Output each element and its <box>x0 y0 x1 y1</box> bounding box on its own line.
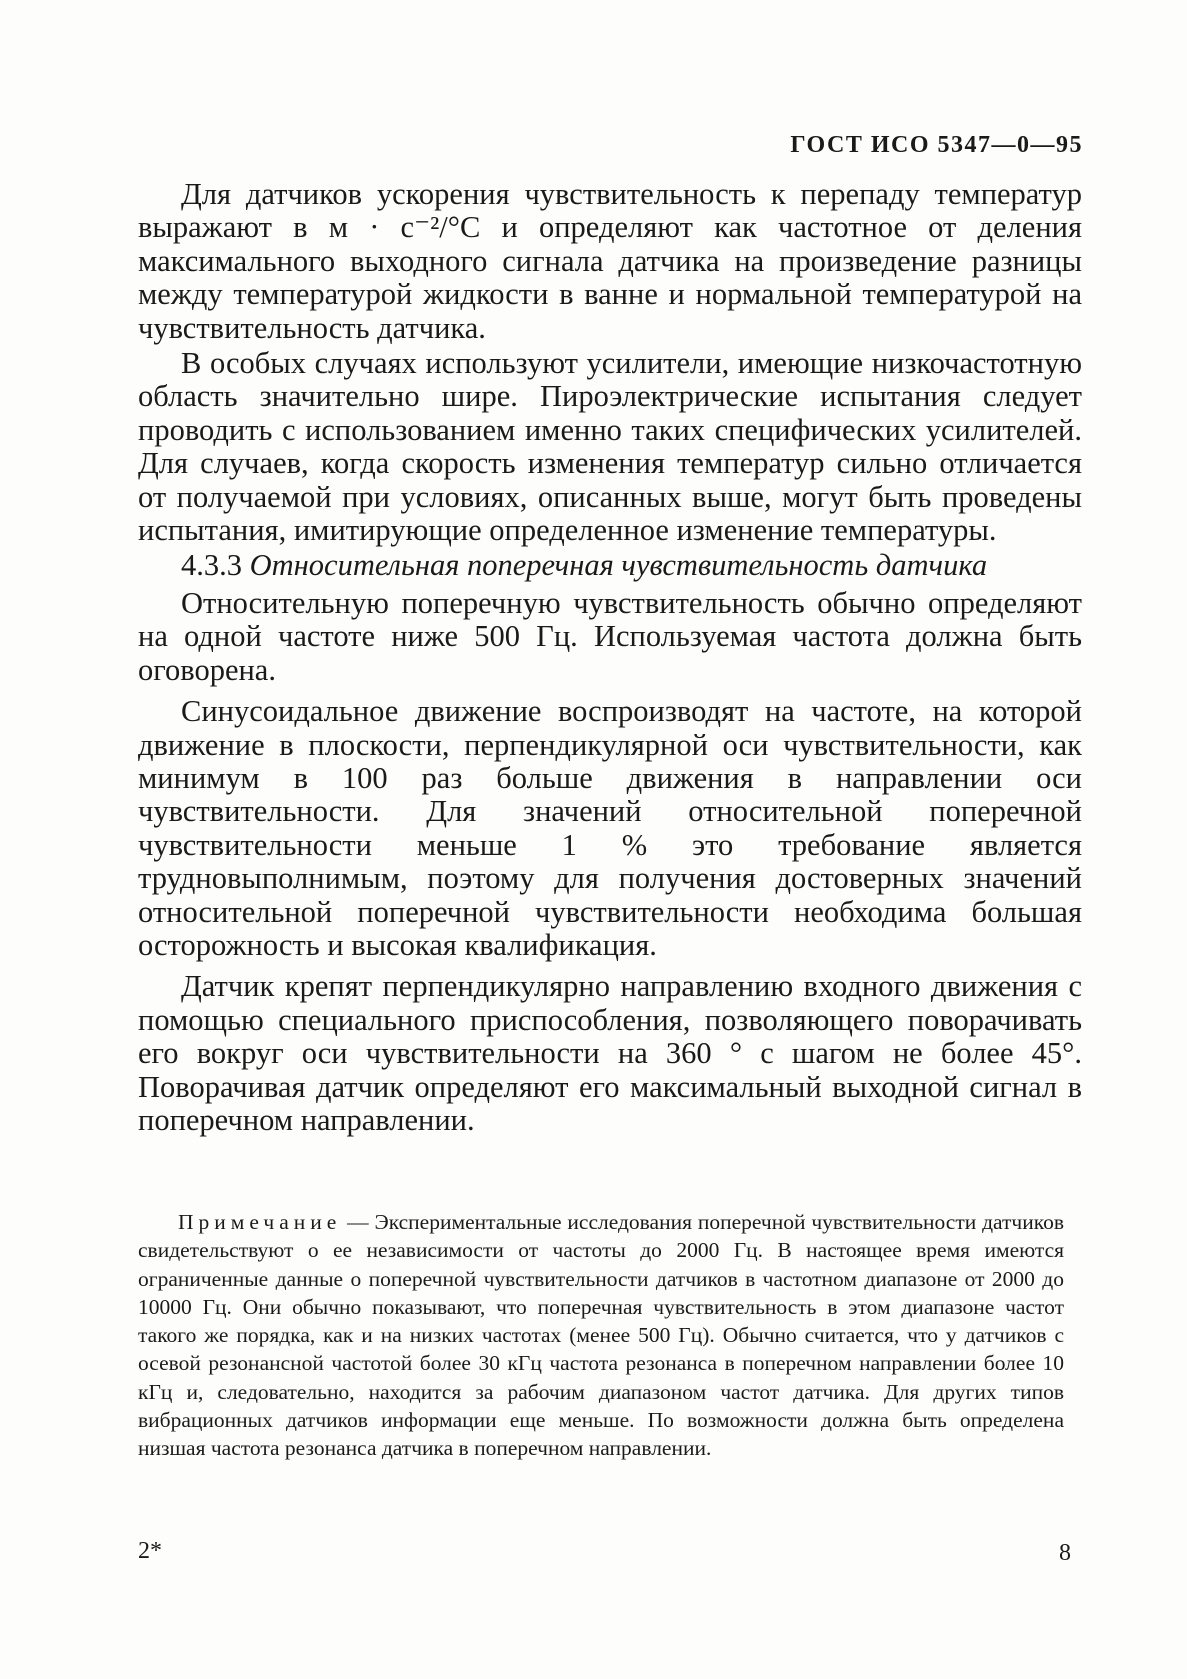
signature-mark: 2* <box>138 1538 162 1564</box>
paragraph-sensor-mounting: Датчик крепят перпендикулярно направлению входного движения с помощью специального приспособления, позволяющего поворачивать его вокруг оси чувствительности на 360 ° с шагом не более 45°. Поворачивая датчик определяют его максимальный выходной сигнал в поперечном направлении. <box>138 969 1082 1137</box>
note-label: Примечание <box>178 1210 342 1234</box>
note-block <box>138 1208 1064 1463</box>
section-number: 4.3.3 <box>181 548 242 583</box>
paragraph-transverse-sensitivity: Относительную поперечную чувствительность обычно определяют на одной частоте ниже 500 Гц. Используемая частота должна быть оговорена. <box>138 585 1082 687</box>
paragraph-temperature-sensitivity: Для датчиков ускорения чувствительность к перепаду температур выражают в м · с⁻²/°C и определяют как частотное от деления максимального выходного сигнала датчика на произведение разницы между температурой жидкости в ванне и нормальной температурой на чувствительность датчика. <box>138 177 1082 345</box>
note-text: Экспериментальные исследования поперечной чувствительности датчиков свидетельствуют о ее независимости от частоты до 2000 Гц. В настоящее время имеются ограниченные данные о поперечной чувствительности датчиков в частотном диапазоне от 2000 до 10000 Гц. Они обычно показывают, что поперечная чувствительность в этом диапазоне частот такого же порядка, как и на низких частотах (менее 500 Гц). Обычно считается, что у датчиков с осевой резонансной частотой более 30 кГц частота резонанса в поперечном направлении более 10 кГц и, следовательно, находится за рабочим диапазоном частот датчика. Для других типов вибрационных датчиков информации еще меньше. По возможности должна быть определена низшая частота резонанса датчика в поперечном направлении. <box>138 1210 1064 1461</box>
section-heading <box>138 549 1082 582</box>
paragraph-amplifiers: В особых случаях используют усилители, имеющие низкочастотную область значительно шире. Пироэлектрические испытания следует проводить с использованием именно таких специфических усилителей. Для случаев, когда скорость изменения температур сильно отличается от получаемой при условиях, описанных выше, могут быть проведены испытания, имитирующие определенное изменение температуры. <box>138 346 1082 548</box>
page-number: 8 <box>1059 1540 1071 1566</box>
body-text <box>138 178 1082 1145</box>
note-dash: — <box>341 1210 375 1234</box>
note-paragraph <box>138 1208 1064 1463</box>
section-title: Относительная поперечная чувствительность датчика <box>249 548 988 583</box>
paragraph-sinusoidal-motion: Синусоидальное движение воспроизводят на частоте, на которой движение в плоскости, перпендикулярной оси чувствительности, как минимум в 100 раз больше движения в направлении оси чувствительности. Для значений относительной поперечной чувствительности меньше 1 % это требование является трудновыполнимым, поэтому для получения достоверных значений относительной поперечной чувствительности необходима большая осторожность и высокая квалификация. <box>138 694 1082 962</box>
document-code-header: ГОСТ ИСО 5347—0—95 <box>790 132 1083 158</box>
